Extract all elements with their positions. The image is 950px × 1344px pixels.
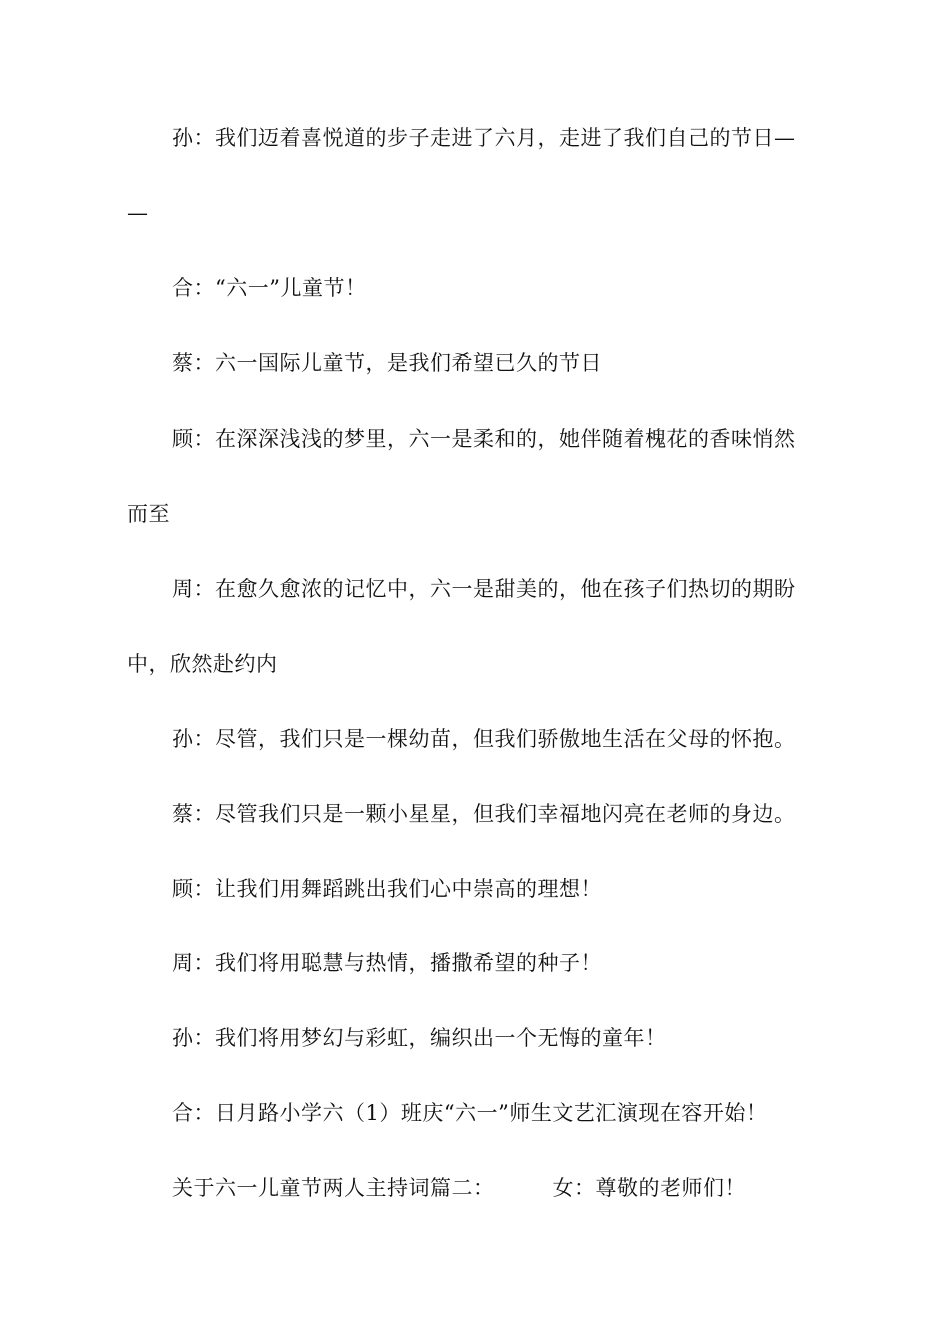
paragraph-line: — <box>127 201 149 225</box>
section-heading: 关于六一儿童节两人主持词篇二： <box>172 1176 495 1200</box>
paragraph-line: 孙：尽管，我们只是一棵幼苗，但我们骄傲地生活在父母的怀抱。 <box>172 727 796 751</box>
paragraph-line: 周：我们将用聪慧与热情，播撒希望的种子！ <box>172 951 602 975</box>
paragraph-text: 女：尊敬的老师们！ <box>552 1176 746 1200</box>
paragraph-line: 合：“六一”儿童节！ <box>172 276 367 300</box>
paragraph-line: 顾：让我们用舞蹈跳出我们心中崇高的理想！ <box>172 877 602 901</box>
paragraph-line: 顾：在深深浅浅的梦里，六一是柔和的，她伴随着槐花的香味悄然 <box>172 427 796 451</box>
paragraph-line: 而至 <box>127 502 170 526</box>
paragraph-line: 合：日月路小学六（1）班庆“六一”师生文艺汇演现在容开始！ <box>172 1101 768 1125</box>
paragraph-line: 蔡：六一国际儿童节，是我们希望已久的节日 <box>172 351 602 375</box>
paragraph-line: 蔡：尽管我们只是一颗小星星，但我们幸福地闪亮在老师的身边。 <box>172 802 796 826</box>
paragraph-line: 孙：我们迈着喜悦道的步子走进了六月，走进了我们自己的节日— <box>172 126 796 150</box>
paragraph-line: 周：在愈久愈浓的记忆中，六一是甜美的，他在孩子们热切的期盼 <box>172 577 796 601</box>
paragraph-line: 中，欣然赴约内 <box>127 652 278 676</box>
paragraph-line <box>0 1173 950 1203</box>
paragraph-line: 孙：我们将用梦幻与彩虹，编织出一个无悔的童年！ <box>172 1026 667 1050</box>
